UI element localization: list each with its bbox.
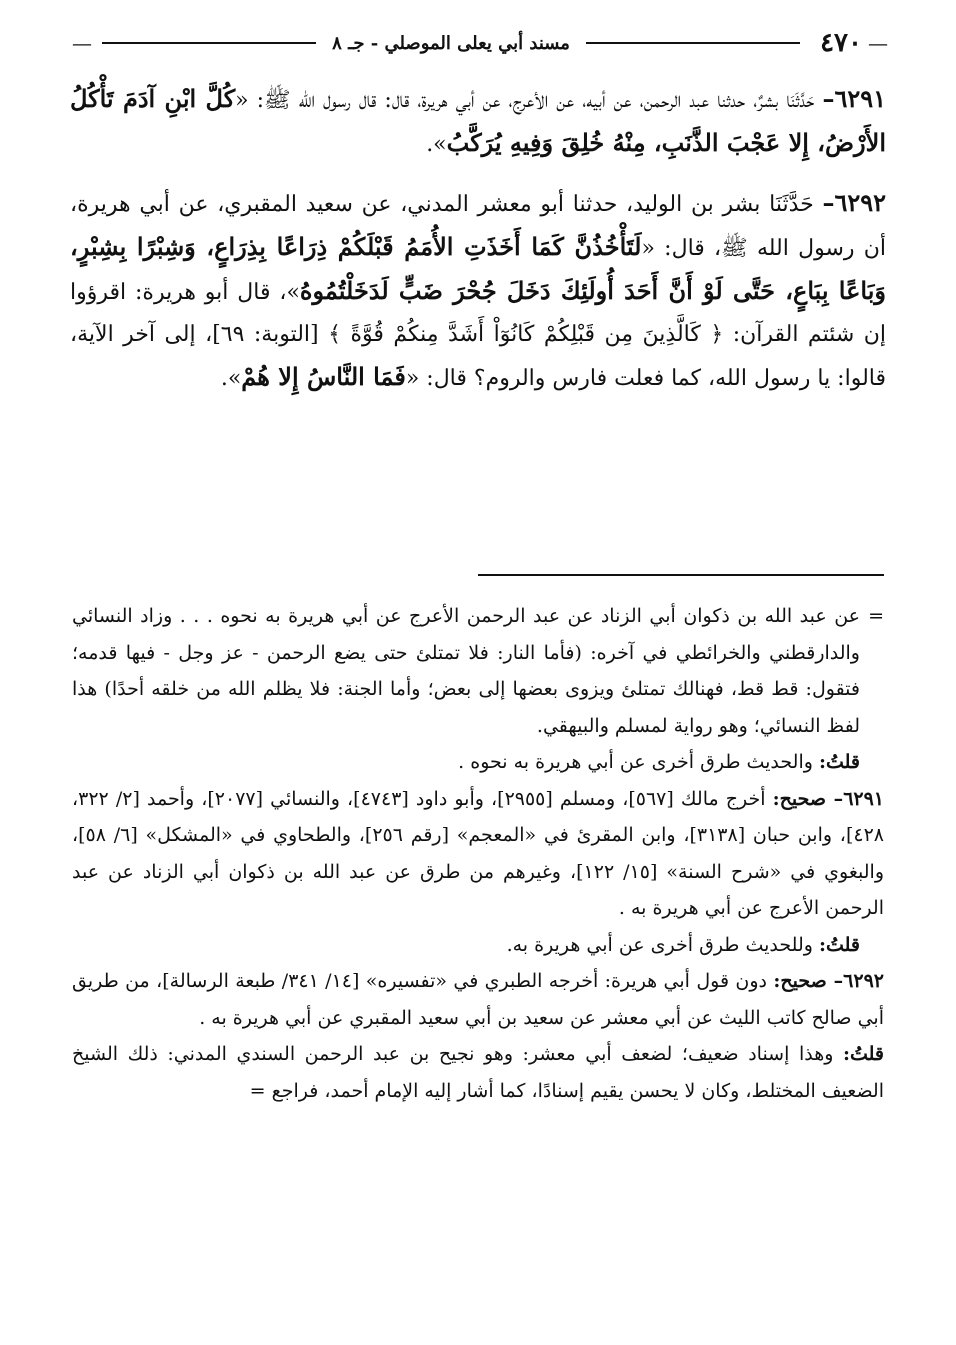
footnote-6292 (72, 963, 884, 1036)
footnote-text: عن عبد الله بن ذكوان أبي الزناد عن عبد الرحمن الأعرج عن أبي هريرة به نحوه . . . وزاد النسائي والدارقطني والخرائطي في آخره: (فأما النار: فلا تمتلئ حتى يضع الرحمن - عز وجل - فيها قدمه؛ فتقول: قط قط، فهنالك تمتلئ ويزوى بعضها إلى بعض؛ وأما الجنة: فلا يظلم الله من خلقه أحدًا) هذا لفظ النسائي؛ وهو رواية لمسلم والبيهقي. (72, 605, 860, 737)
footnote-label: ٦٢٩١– صحيح: (772, 787, 885, 810)
continuation-mark: = (868, 605, 884, 627)
page-number: ٤٧٠ (820, 28, 862, 58)
footnote-text: والحديث طرق أخرى عن أبي هريرة به نحوه . (458, 751, 819, 773)
hadith-number: ٦٢٩٢– (822, 188, 886, 217)
footnote-text: وللحديث طرق أخرى عن أبي هريرة به. (506, 933, 819, 956)
qult-label: قلتُ: (842, 1043, 884, 1065)
footnote-6291 (72, 781, 884, 927)
footnote-continuation (72, 598, 884, 744)
main-text (70, 78, 886, 416)
footnote-text: أخرج مالك [٥٦٧]، ومسلم [٢٩٥٥]، وأبو داود [٤٧٤٣]، والنسائي [٢٠٧٧]، وأحمد [٢/ ٣٢٢، ٤٢٨]، وابن حبان [٣١٣٨]، وابن المقرئ في «المعجم» [رقم ٢٥٦]، والطحاوي في «المشكل» [٦/ ٥٨]، والبغوي في «شرح السنة» [١٥/ ١٢٢]، وغيرهم من طرق عن عبد الله بن ذكوان أبي الزناد عن عبد الرحمن الأعرج عن أبي هريرة به . (72, 787, 884, 919)
quran-verse: ﴿ كَالَّذِينَ مِن قَبْلِكُمْ كَانُوٓاْ أَشَدَّ مِنكُمْ قُوَّةً ﴾ (328, 322, 724, 347)
header-dash-right: — (868, 31, 888, 55)
hadith-matn: كُلَّ ابْنِ آدَمَ تَأْكُلُ الأَرْضُ، إِلا عَجْبَ الذَّنَبِ، مِنْهُ خُلِقَ وَفِيهِ يُرَكَّبُ (70, 84, 886, 157)
continuation-mark: = (249, 1079, 266, 1102)
hadith-matn: فَمَا النَّاسُ إِلا هُمْ (241, 362, 406, 391)
hadith-tail: ». (426, 132, 447, 157)
footnote-text: وهذا إسناد ضعيف؛ لضعف أبي معشر: وهو نجيح بن عبد الرحمن السندي المدني: ذلك الشيخ الضعيف المختلط، وكان لا يحسن يقيم إسنادًا، كما أشار إليه الإمام أحمد، فراجع (72, 1043, 884, 1102)
hadith-isnad: حَدَّثَنَا بشر بن الوليد، حدثنا أبو معشر المدني، عن سعيد المقبري، عن أبي هريرة، أن رسول الله ﷺ، قال: « (70, 192, 887, 261)
hadith-number: ٦٢٩١– (822, 84, 886, 113)
hadith-text: »، قال أبو هريرة: اقرؤوا إن شئتم القرآن: (70, 280, 887, 347)
footnote-qult (72, 1036, 884, 1109)
footnote-separator (478, 574, 884, 576)
hadith-matn: لَتَأْخُذُنَّ كَمَا أَخَذَتِ الأُمَمُ قَبْلَكُمْ ذِرَاعًا بِذِرَاعٍ، وَشِبْرًا بِشِبْرٍ، وَبَاعًا بِبَاعٍ، حَتَّى لَوْ أَنَّ أَحَدَ أُولَئِكَ دَخَلَ جُحْرَ ضَبٍّ لَدَخَلْتُمُوهُ (70, 232, 886, 305)
hadith-isnad: حَدَّثَنَا بشرٌ، حدثنا عبد الرحمن، عن أبيه، عن الأعرج، عن أبي هريرة، قال: قال رسول الله ﷺ: « (235, 88, 823, 113)
footnote-qult (72, 927, 884, 964)
hadith-6291 (70, 78, 886, 166)
header-dash-left: — (71, 31, 92, 55)
footnote-text: دون قول أبي هريرة: أخرجه الطبري في «تفسيره» [١٤/ ٣٤١/ طبعة الرسالة]، من طريق أبي صالح كاتب الليث عن أبي معشر عن سعيد بن أبي سعيد المقبري عن أبي هريرة به . (72, 970, 884, 1029)
qult-label: قلتُ: (818, 933, 860, 956)
header-rule-right (586, 42, 800, 44)
qult-label: قلتُ: (818, 751, 860, 773)
page-header (66, 28, 888, 58)
footnote-label: ٦٢٩٢– صحيح: (773, 970, 884, 992)
hadith-6292 (70, 182, 886, 400)
book-title: مسند أبي يعلى الموصلي - جـ ٨ (332, 32, 570, 54)
hadith-text: [التوبة: ٦٩]، إلى آخر الآية، قالوا: يا رسول الله، كما فعلت فارس والروم؟ قال: « (70, 322, 886, 391)
footnotes (72, 598, 884, 1109)
hadith-tail: ». (220, 366, 242, 391)
footnote-qult (72, 744, 884, 781)
header-rule-left (102, 42, 316, 44)
